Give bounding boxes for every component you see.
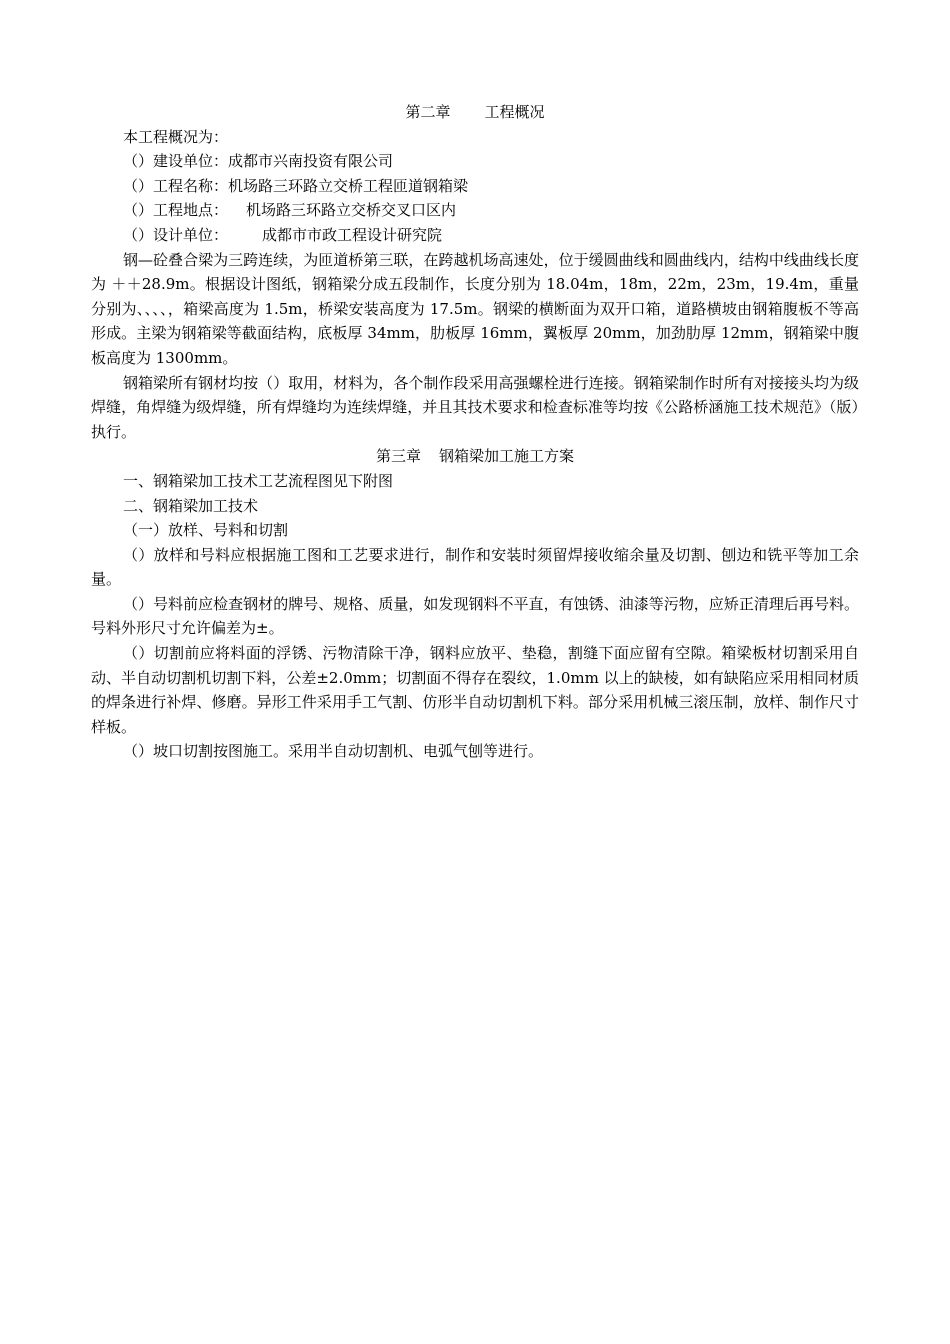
- item-project-name: [91, 174, 859, 199]
- item-project-name-label: （）工程名称：: [123, 176, 229, 195]
- item-owner-label: （）建设单位：: [123, 152, 229, 171]
- chapter-2-number: 第二章: [405, 103, 451, 121]
- step-4: （）坡口切割按图施工。采用半自动切割机、电弧气刨等进行。: [123, 742, 544, 761]
- document-body: [91, 100, 859, 764]
- section-1-heading: 一、钢箱梁加工技术工艺流程图见下附图: [123, 471, 394, 490]
- item-location-label: （）工程地点：: [123, 201, 229, 220]
- step-3: （）切割前应将料面的浮锈、污物清除干净，钢料应放平、垫稳，割缝下面应留有空隙。箱梁板材切割采用自动、半自动切割机切割下料，公差±2.0mm；切割面不得存在裂纹，1.0mm 以上的缺棱，如有缺陷应采用相同材质的焊条进行补焊、修磨。异形工件采用手工气割、仿形半自动切割机下料。部分采用机械三滚压制，放样、制作尺寸样板。: [91, 644, 859, 736]
- item-owner-value: 成都市兴南投资有限公司: [228, 152, 394, 171]
- chapter-3-title: 钢箱梁加工施工方案: [439, 447, 575, 466]
- paragraph-materials: 钢箱梁所有钢材均按（）取用，材料为，各个制作段采用高强螺栓进行连接。钢箱梁制作时所有对接接头均为级焊缝，角焊缝为级焊缝，所有焊缝均为连续焊缝，并且其技术要求和检查标准等均按《公路桥涵施工技术规范》（版）执行。: [91, 373, 859, 441]
- subsection-1-heading: （一）放样、号料和切割: [123, 521, 289, 540]
- item-designer: [91, 223, 859, 248]
- section-2-heading: 二、钢箱梁加工技术: [123, 496, 259, 515]
- paragraph-structure: 钢—砼叠合梁为三跨连续，为匝道桥第三联，在跨越机场高速处，位于缓圆曲线和圆曲线内，结构中线曲线长度为 ＋＋28.9m。根据设计图纸，钢箱梁分成五段制作，长度分别为 18.04m，18m，22m，23m，19.4m，重量分别为、、、、，箱梁高度为 1.5m，桥梁安装高度为 17.5m。钢梁的横断面为双开口箱，道路横坡由钢箱腹板不等高形成。主梁为钢箱梁等截面结构，底板厚 34mm，肋板厚 16mm，翼板厚 20mm，加劲肋厚 12mm，钢箱梁中腹板高度为 1300mm。: [91, 250, 859, 367]
- intro-line: 本工程概况为：: [123, 127, 229, 146]
- chapter-2-heading: [91, 100, 859, 125]
- item-owner: [91, 149, 859, 174]
- item-location-value: 机场路三环路立交桥交叉口区内: [246, 201, 457, 220]
- item-designer-value: 成都市市政工程设计研究院: [262, 225, 443, 244]
- item-designer-label: （）设计单位：: [123, 225, 229, 244]
- step-2: （）号料前应检查钢材的牌号、规格、质量，如发现钢料不平直，有蚀锈、油漆等污物，应矫正清理后再号料。号料外形尺寸允许偏差为±。: [91, 594, 859, 638]
- chapter-2-title: 工程概况: [484, 103, 545, 121]
- chapter-3-number: 第三章: [375, 447, 421, 466]
- item-location: [91, 198, 859, 223]
- step-1: （）放样和号料应根据施工图和工艺要求进行，制作和安装时须留焊接收缩余量及切割、刨边和铣平等加工余量。: [91, 545, 859, 589]
- item-project-name-value: 机场路三环路立交桥工程匝道钢箱梁: [228, 176, 469, 195]
- chapter-3-heading: [91, 444, 859, 469]
